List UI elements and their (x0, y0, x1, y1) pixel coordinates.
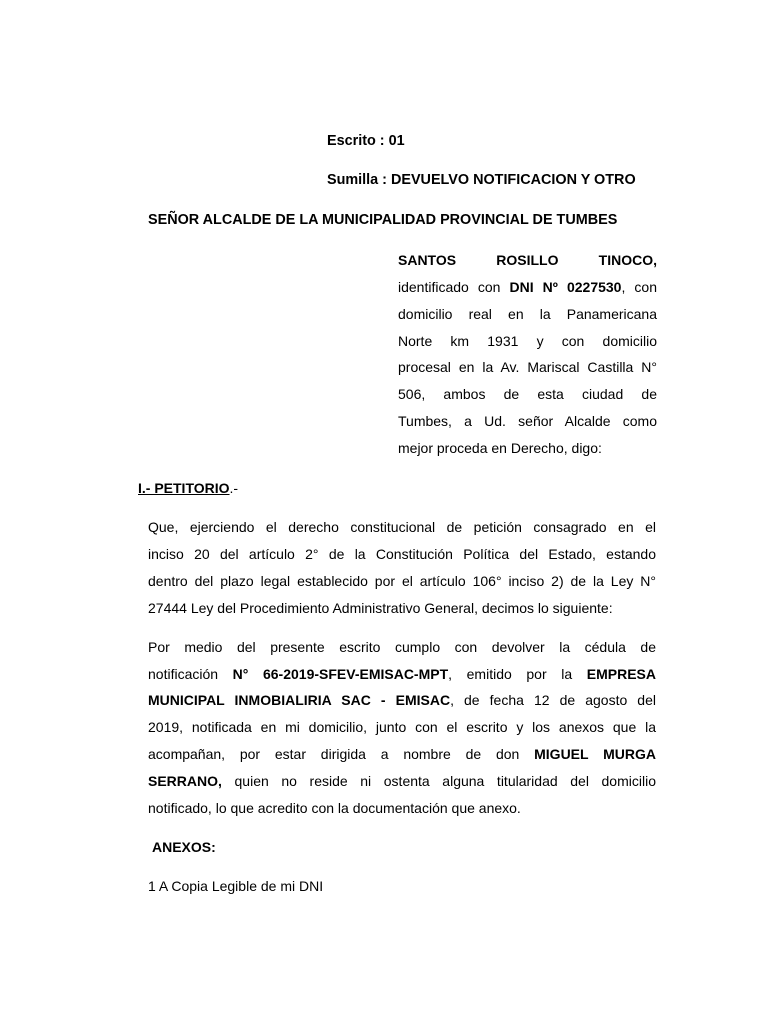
dni-number: DNI Nº 0227530 (509, 279, 622, 295)
company-name: MUNICIPAL INMOBIALIRIA SAC - EMISAC (148, 692, 451, 708)
intro-line-6: 506, ambos de esta ciudad de (398, 386, 657, 402)
escrito-number: Escrito : 01 (327, 133, 405, 149)
intro-line-3: domicilio real en la Panamericana (398, 306, 657, 322)
sumilla: Sumilla : DEVUELVO NOTIFICACION Y OTRO (327, 172, 636, 188)
intro-name-line (398, 252, 657, 268)
notification-number: N° 66-2019-SFEV-EMISAC-MPT (232, 666, 449, 682)
p2-line: 2019, notificada en mi domicilio, junto con el escrito y los anexos que la (148, 719, 656, 735)
p2-line: notificado, lo que acredito con la documentación que anexo. (148, 800, 521, 816)
p1-line: inciso 20 del artículo 2° de la Constitución Política del Estado, estando (148, 546, 656, 562)
intro-line-7: Tumbes, a Ud. señor Alcalde como (398, 413, 657, 429)
p1-line: 27444 Ley del Procedimiento Administrativo General, decimos lo siguiente: (148, 600, 613, 616)
name-middle: ROSILLO (496, 252, 559, 268)
p2-line: Por medio del presente escrito cumplo con devolver la cédula de (148, 639, 656, 655)
section-heading-petitorio: I.- PETITORIO.- (138, 480, 239, 496)
p2-line: notificación N° 66-2019-SFEV-EMISAC-MPT, emitido por la EMPRESA (148, 666, 656, 682)
name-first: SANTOS (398, 252, 457, 268)
intro-line-2: identificado con DNI Nº 0227530, con (398, 279, 657, 295)
name-last: TINOCO, (598, 252, 658, 268)
addressee: SEÑOR ALCALDE DE LA MUNICIPALIDAD PROVINCIAL DE TUMBES (148, 212, 618, 228)
section-heading-anexos: ANEXOS: (152, 839, 216, 855)
p1-line: Que, ejerciendo el derecho constitucional de petición consagrado en el (148, 519, 656, 535)
p1-line: dentro del plazo legal establecido por el artículo 106° inciso 2) de la Ley N° (148, 573, 656, 589)
intro-line-4: Norte km 1931 y con domicilio (398, 333, 657, 349)
p2-line: SERRANO, quien no reside ni ostenta alguna titularidad del domicilio (148, 773, 656, 789)
addressee-person: MIGUEL MURGA (534, 746, 656, 762)
p2-line: MUNICIPAL INMOBIALIRIA SAC - EMISAC, de fecha 12 de agosto del (148, 692, 656, 708)
p2-line: acompañan, por estar dirigida a nombre de don MIGUEL MURGA (148, 746, 656, 762)
anexo-item: 1 A Copia Legible de mi DNI (148, 878, 324, 894)
intro-line-5: procesal en la Av. Mariscal Castilla N° (398, 359, 657, 375)
intro-line-8: mejor proceda en Derecho, digo: (398, 440, 602, 456)
